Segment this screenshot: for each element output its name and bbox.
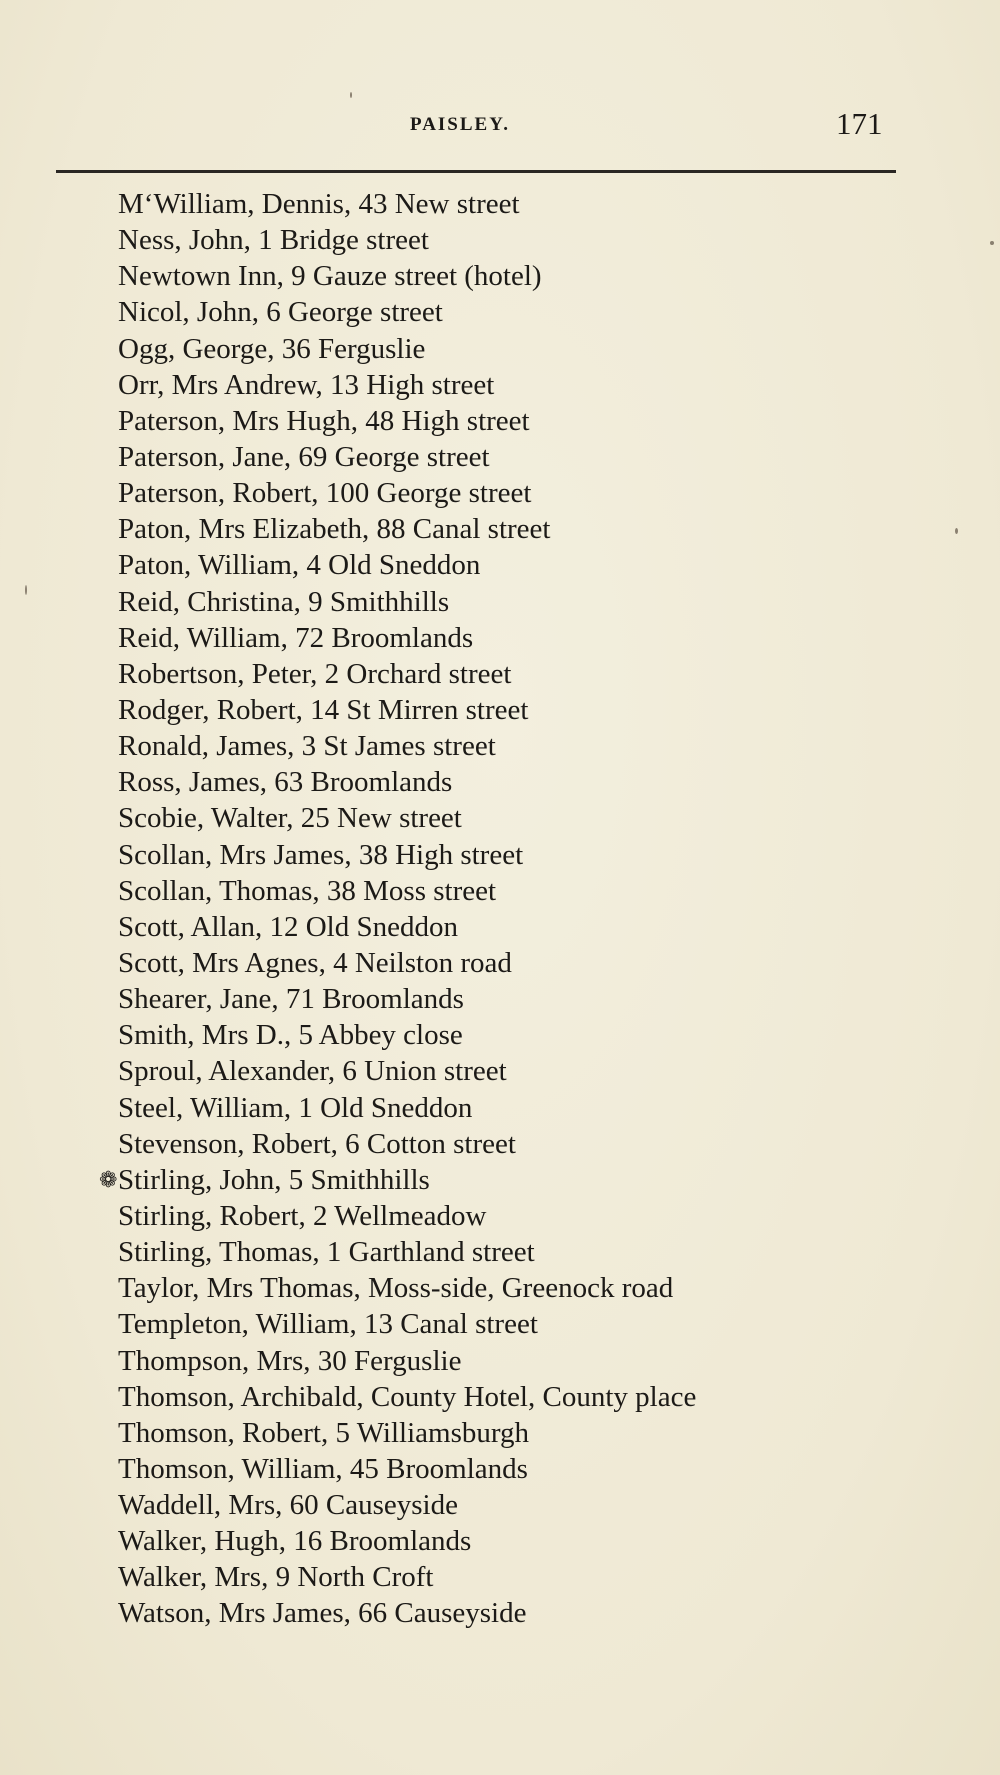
directory-entry: Ogg, George, 36 Ferguslie <box>118 332 426 365</box>
directory-entry: Shearer, Jane, 71 Broomlands <box>118 983 464 1016</box>
directory-entry: Stirling, Thomas, 1 Garthland street <box>118 1236 535 1269</box>
directory-entry: Walker, Hugh, 16 Broomlands <box>118 1525 472 1558</box>
directory-entry: Newtown Inn, 9 Gauze street (hotel) <box>118 260 542 293</box>
directory-entry: Steel, William, 1 Old Sneddon <box>118 1091 473 1124</box>
directory-entry: Thompson, Mrs, 30 Ferguslie <box>118 1344 462 1377</box>
directory-entry: Scobie, Walter, 25 New street <box>118 802 462 835</box>
directory-entry: Reid, William, 72 Broomlands <box>118 621 474 654</box>
directory-entry: Stirling, John, 5 Smithhills ❁ <box>99 1163 430 1196</box>
directory-entry: Paton, Mrs Elizabeth, 88 Canal street <box>118 513 551 546</box>
paper-speck <box>990 241 994 245</box>
directory-entries <box>99 186 978 1632</box>
paper-speck <box>955 528 958 534</box>
directory-entry: Smith, Mrs D., 5 Abbey close <box>118 1019 463 1052</box>
directory-entry: Nicol, John, 6 George street <box>118 296 443 329</box>
directory-entry: Scott, Allan, 12 Old Sneddon <box>118 910 458 943</box>
header-rule <box>56 170 896 173</box>
directory-entry: Ross, James, 63 Broomlands <box>118 766 453 799</box>
directory-entry: M‘William, Dennis, 43 New street <box>118 188 520 220</box>
directory-entry: Ronald, James, 3 St James street <box>118 730 496 763</box>
directory-entry: Thomson, Robert, 5 Williamsburgh <box>118 1416 529 1449</box>
directory-entry: Thomson, Archibald, County Hotel, County place <box>118 1380 697 1413</box>
directory-entry: Scollan, Mrs James, 38 High street <box>118 838 524 871</box>
paper-speck <box>25 585 27 595</box>
directory-entry: Watson, Mrs James, 66 Causeyside <box>118 1597 527 1630</box>
directory-entry: Ness, John, 1 Bridge street <box>118 224 429 257</box>
directory-entry: Scott, Mrs Agnes, 4 Neilston road <box>118 946 512 979</box>
directory-entry: Robertson, Peter, 2 Orchard street <box>118 657 512 690</box>
directory-entry: Templeton, William, 13 Canal street <box>118 1308 538 1341</box>
directory-entry: Reid, Christina, 9 Smithhills <box>118 585 450 618</box>
printers-mark-icon: ❁ <box>99 1166 118 1192</box>
directory-entry: Orr, Mrs Andrew, 13 High street <box>118 368 495 401</box>
page-number: 171 <box>836 106 883 141</box>
directory-entry: Paton, William, 4 Old Sneddon <box>118 549 481 582</box>
directory-entry: Paterson, Robert, 100 George street <box>118 477 532 510</box>
directory-entry: Rodger, Robert, 14 St Mirren street <box>118 693 529 726</box>
directory-entry: Stirling, Robert, 2 Wellmeadow <box>118 1199 487 1232</box>
directory-entry: Sproul, Alexander, 6 Union street <box>118 1055 507 1088</box>
directory-entry: Paterson, Jane, 69 George street <box>118 440 490 473</box>
directory-entry: Stevenson, Robert, 6 Cotton street <box>118 1127 516 1160</box>
directory-entry: Walker, Mrs, 9 North Croft <box>118 1561 434 1594</box>
directory-entry: Thomson, William, 45 Broomlands <box>118 1452 528 1485</box>
directory-entry: Taylor, Mrs Thomas, Moss-side, Greenock road <box>118 1272 674 1305</box>
paper-speck <box>350 92 352 98</box>
running-title: PAISLEY. <box>410 114 510 135</box>
directory-entry: Paterson, Mrs Hugh, 48 High street <box>118 404 530 437</box>
directory-entry: Scollan, Thomas, 38 Moss street <box>118 874 497 907</box>
directory-entry: Waddell, Mrs, 60 Causeyside <box>118 1489 458 1522</box>
running-head <box>0 106 1000 140</box>
